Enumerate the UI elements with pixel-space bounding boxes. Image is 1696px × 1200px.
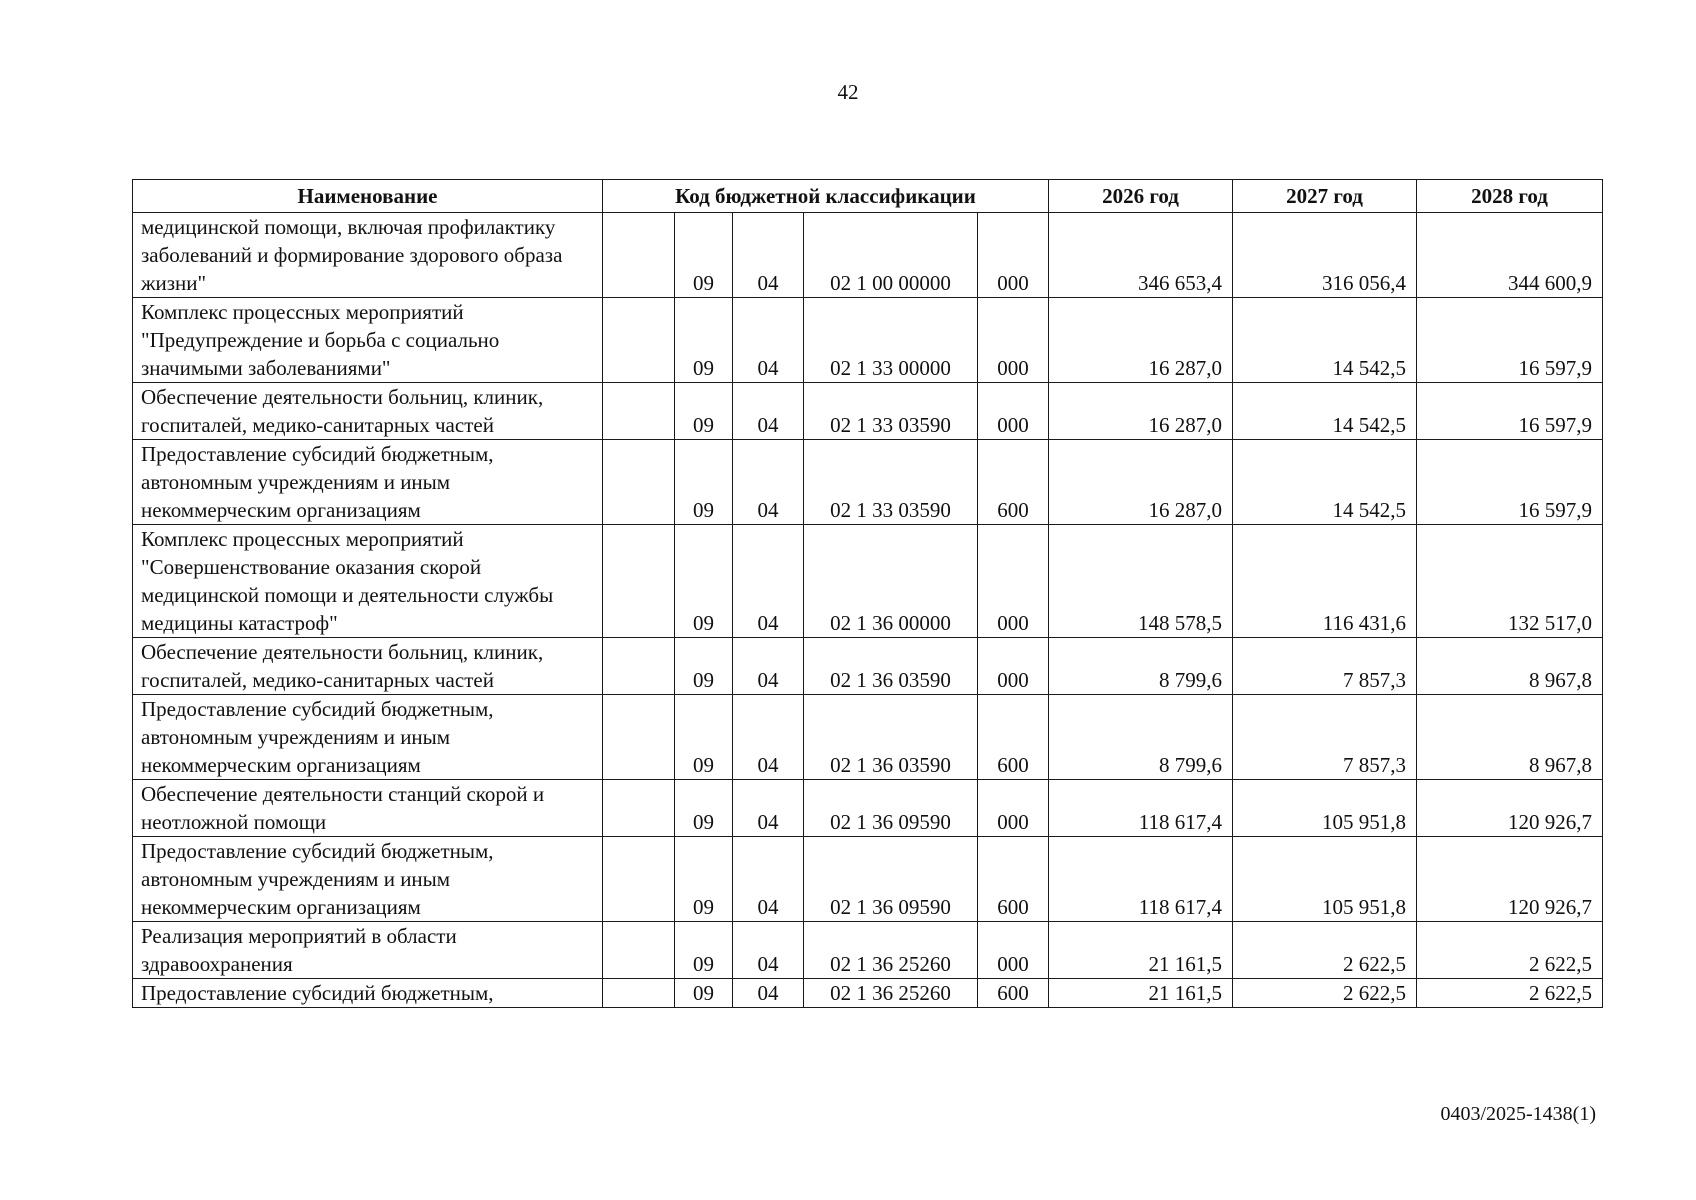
- row-value-2026: 346 653,4: [1049, 213, 1233, 298]
- row-code-expense-type: 000: [978, 638, 1049, 695]
- row-code-section: 09: [675, 695, 733, 780]
- row-name: Предоставление субсидий бюджетным,: [133, 979, 603, 1008]
- row-code-subsection: 04: [733, 695, 804, 780]
- table-row: [133, 837, 1603, 922]
- row-code-target: 02 1 33 03590: [804, 440, 978, 525]
- row-blank-cell: [603, 213, 675, 298]
- row-code-expense-type: 000: [978, 213, 1049, 298]
- row-value-2026: 21 161,5: [1049, 922, 1233, 979]
- row-name: Предоставление субсидий бюджетным, автономным учреждениям и иным некоммерческим организациям: [133, 695, 603, 780]
- row-code-expense-type: 000: [978, 922, 1049, 979]
- row-value-2028: 8 967,8: [1417, 638, 1603, 695]
- row-value-2027: 2 622,5: [1233, 922, 1417, 979]
- row-name: Обеспечение деятельности больниц, клиник, госпиталей, медико-санитарных частей: [133, 383, 603, 440]
- row-code-expense-type: 600: [978, 837, 1049, 922]
- row-value-2026: 118 617,4: [1049, 780, 1233, 837]
- table-row: [133, 298, 1603, 383]
- table-body: [133, 213, 1603, 1008]
- table-row: [133, 440, 1603, 525]
- row-code-section: 09: [675, 213, 733, 298]
- row-value-2026: 148 578,5: [1049, 525, 1233, 638]
- row-name: Комплекс процессных мероприятий "Совершенствование оказания скорой медицинской помощи и деятельности службы медицины катастроф": [133, 525, 603, 638]
- row-value-2026: 21 161,5: [1049, 979, 1233, 1008]
- table-row: [133, 979, 1603, 1008]
- row-value-2027: 105 951,8: [1233, 837, 1417, 922]
- header-2026: 2026 год: [1049, 180, 1233, 213]
- row-blank-cell: [603, 837, 675, 922]
- row-value-2027: 2 622,5: [1233, 979, 1417, 1008]
- row-value-2026: 8 799,6: [1049, 695, 1233, 780]
- row-code-section: 09: [675, 922, 733, 979]
- row-code-expense-type: 600: [978, 979, 1049, 1008]
- row-code-section: 09: [675, 780, 733, 837]
- row-name: Предоставление субсидий бюджетным, автономным учреждениям и иным некоммерческим организациям: [133, 837, 603, 922]
- row-value-2028: 2 622,5: [1417, 922, 1603, 979]
- row-value-2028: 344 600,9: [1417, 213, 1603, 298]
- row-value-2027: 14 542,5: [1233, 440, 1417, 525]
- row-name: медицинской помощи, включая профилактику заболеваний и формирование здорового образа жизни": [133, 213, 603, 298]
- row-code-subsection: 04: [733, 213, 804, 298]
- header-code: Код бюджетной классификации: [603, 180, 1049, 213]
- row-code-section: 09: [675, 440, 733, 525]
- row-value-2028: 16 597,9: [1417, 383, 1603, 440]
- row-code-expense-type: 000: [978, 383, 1049, 440]
- row-blank-cell: [603, 440, 675, 525]
- row-code-target: 02 1 36 00000: [804, 525, 978, 638]
- row-blank-cell: [603, 695, 675, 780]
- row-name: Предоставление субсидий бюджетным, автономным учреждениям и иным некоммерческим организациям: [133, 440, 603, 525]
- table-row: [133, 213, 1603, 298]
- row-code-target: 02 1 36 03590: [804, 638, 978, 695]
- row-code-target: 02 1 36 25260: [804, 922, 978, 979]
- row-blank-cell: [603, 525, 675, 638]
- row-code-section: 09: [675, 383, 733, 440]
- row-blank-cell: [603, 638, 675, 695]
- row-code-expense-type: 000: [978, 780, 1049, 837]
- row-value-2026: 16 287,0: [1049, 298, 1233, 383]
- row-code-expense-type: 000: [978, 525, 1049, 638]
- table-row: [133, 638, 1603, 695]
- row-name: Обеспечение деятельности больниц, клиник, госпиталей, медико-санитарных частей: [133, 638, 603, 695]
- row-code-target: 02 1 36 03590: [804, 695, 978, 780]
- row-blank-cell: [603, 922, 675, 979]
- row-value-2028: 16 597,9: [1417, 440, 1603, 525]
- row-code-subsection: 04: [733, 638, 804, 695]
- row-value-2028: 16 597,9: [1417, 298, 1603, 383]
- row-value-2027: 7 857,3: [1233, 695, 1417, 780]
- row-code-target: 02 1 36 25260: [804, 979, 978, 1008]
- row-value-2028: 8 967,8: [1417, 695, 1603, 780]
- table-header-row: [133, 180, 1603, 213]
- budget-table: [132, 179, 1603, 1008]
- row-code-target: 02 1 33 03590: [804, 383, 978, 440]
- row-code-subsection: 04: [733, 383, 804, 440]
- row-code-section: 09: [675, 979, 733, 1008]
- row-code-subsection: 04: [733, 440, 804, 525]
- row-value-2026: 118 617,4: [1049, 837, 1233, 922]
- table-row: [133, 922, 1603, 979]
- row-value-2027: 14 542,5: [1233, 383, 1417, 440]
- row-value-2027: 316 056,4: [1233, 213, 1417, 298]
- row-code-section: 09: [675, 638, 733, 695]
- row-value-2026: 16 287,0: [1049, 440, 1233, 525]
- row-code-expense-type: 000: [978, 298, 1049, 383]
- row-blank-cell: [603, 979, 675, 1008]
- row-code-subsection: 04: [733, 979, 804, 1008]
- row-code-subsection: 04: [733, 298, 804, 383]
- row-code-subsection: 04: [733, 525, 804, 638]
- row-code-target: 02 1 33 00000: [804, 298, 978, 383]
- row-value-2027: 14 542,5: [1233, 298, 1417, 383]
- row-value-2028: 120 926,7: [1417, 837, 1603, 922]
- header-name: Наименование: [133, 180, 603, 213]
- table-row: [133, 780, 1603, 837]
- row-value-2027: 116 431,6: [1233, 525, 1417, 638]
- row-code-section: 09: [675, 298, 733, 383]
- table-row: [133, 695, 1603, 780]
- page-number: 42: [837, 80, 859, 104]
- row-code-expense-type: 600: [978, 440, 1049, 525]
- row-code-subsection: 04: [733, 922, 804, 979]
- row-value-2026: 16 287,0: [1049, 383, 1233, 440]
- row-blank-cell: [603, 298, 675, 383]
- row-code-target: 02 1 00 00000: [804, 213, 978, 298]
- row-blank-cell: [603, 383, 675, 440]
- row-value-2027: 7 857,3: [1233, 638, 1417, 695]
- row-code-target: 02 1 36 09590: [804, 837, 978, 922]
- row-code-section: 09: [675, 525, 733, 638]
- row-value-2027: 105 951,8: [1233, 780, 1417, 837]
- document-id: 0403/2025-1438(1): [1440, 1103, 1596, 1125]
- table-row: [133, 383, 1603, 440]
- row-code-section: 09: [675, 837, 733, 922]
- row-value-2028: 120 926,7: [1417, 780, 1603, 837]
- row-name: Обеспечение деятельности станций скорой и неотложной помощи: [133, 780, 603, 837]
- table-row: [133, 525, 1603, 638]
- row-code-expense-type: 600: [978, 695, 1049, 780]
- row-code-target: 02 1 36 09590: [804, 780, 978, 837]
- row-code-subsection: 04: [733, 837, 804, 922]
- header-2027: 2027 год: [1233, 180, 1417, 213]
- row-value-2028: 2 622,5: [1417, 979, 1603, 1008]
- row-name: Реализация мероприятий в области здравоохранения: [133, 922, 603, 979]
- row-value-2028: 132 517,0: [1417, 525, 1603, 638]
- header-2028: 2028 год: [1417, 180, 1603, 213]
- row-value-2026: 8 799,6: [1049, 638, 1233, 695]
- row-code-subsection: 04: [733, 780, 804, 837]
- row-blank-cell: [603, 780, 675, 837]
- row-name: Комплекс процессных мероприятий "Предупреждение и борьба с социально значимыми заболеваниями": [133, 298, 603, 383]
